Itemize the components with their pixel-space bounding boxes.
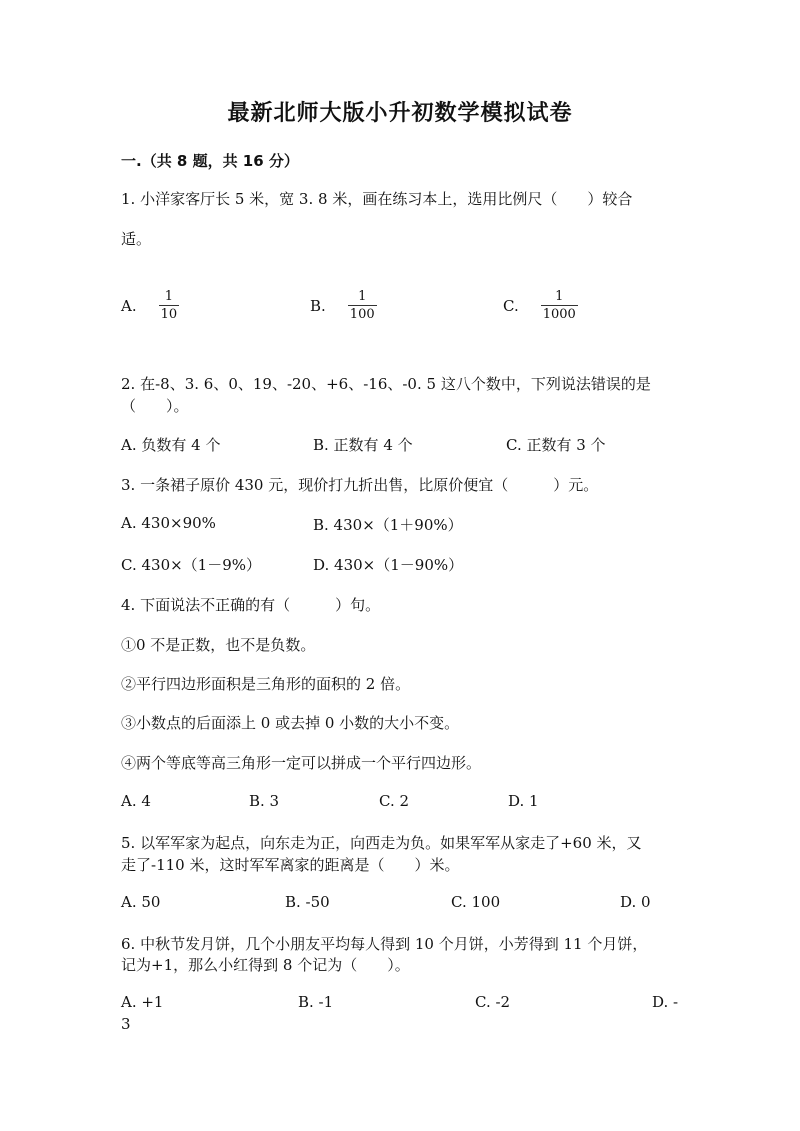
question-4-option-c[interactable]: C. 2 (379, 792, 410, 810)
question-3-option-a[interactable]: A. 430×90% (121, 514, 216, 532)
question-1-line-2: 适。 (121, 230, 152, 248)
question-4-statement-2: ②平行四边形面积是三角形的面积的 2 倍。 (121, 675, 411, 693)
question-5-option-b[interactable]: B. -50 (285, 893, 330, 911)
question-4-statement-4: ④两个等底等高三角形一定可以拼成一个平行四边形。 (121, 754, 482, 772)
question-6-option-d[interactable]: D. - (652, 993, 679, 1011)
question-6-option-d-wrap: 3 (121, 1015, 131, 1033)
fraction-bar (348, 305, 377, 306)
question-4-statement-3: ③小数点的后面添上 0 或去掉 0 小数的大小不变。 (121, 714, 460, 732)
question-4-line-1: 4. 下面说法不正确的有（ ）句。 (121, 596, 381, 614)
question-4-option-a[interactable]: A. 4 (121, 792, 151, 810)
question-3-option-b[interactable]: B. 430×（1＋90%） (313, 516, 463, 534)
question-3-line-1: 3. 一条裙子原价 430 元，现价打九折出售，比原价便宜（ ）元。 (121, 476, 599, 494)
question-1-option-c[interactable] (503, 289, 578, 322)
question-5-option-d[interactable]: D. 0 (620, 893, 651, 911)
fraction-numerator: 1 (164, 289, 174, 304)
question-1-option-b[interactable] (310, 289, 377, 322)
fraction (541, 289, 578, 322)
question-5-line-1: 5. 以军军家为起点，向东走为正，向西走为负。如果军军从家走了+60 米，又 (121, 834, 642, 852)
page-title: 最新北师大版小升初数学模拟试卷 (227, 101, 573, 126)
question-4-statement-1: ①0 不是正数，也不是负数。 (121, 636, 316, 654)
fraction-bar (159, 305, 180, 306)
question-2-option-a[interactable]: A. 负数有 4 个 (121, 436, 221, 454)
question-6-line-2: 记为+1，那么小红得到 8 个记为（ ）。 (121, 956, 410, 974)
fraction-denominator: 10 (160, 307, 178, 322)
question-1-line-1: 1. 小洋家客厅长 5 米，宽 3. 8 米，画在练习本上，选用比例尺（ ）较合 (121, 190, 633, 208)
fraction (159, 289, 180, 322)
question-3-option-d[interactable]: D. 430×（1－90%） (313, 556, 464, 574)
question-1-option-a[interactable] (121, 289, 179, 322)
question-4-option-d[interactable]: D. 1 (508, 792, 539, 810)
question-2-line-1: 2. 在-8、3. 6、0、19、-20、+6、-16、-0. 5 这八个数中，下列说法错误的是 (121, 375, 651, 393)
fraction-numerator: 1 (358, 289, 367, 304)
question-2-option-b[interactable]: B. 正数有 4 个 (313, 436, 413, 454)
question-4-option-b[interactable]: B. 3 (249, 792, 280, 810)
fraction-denominator: 100 (349, 307, 375, 322)
question-3-option-c[interactable]: C. 430×（1－9%） (121, 556, 262, 574)
question-2-option-c[interactable]: C. 正数有 3 个 (506, 436, 606, 454)
question-6-option-b[interactable]: B. -1 (298, 993, 334, 1011)
question-6-option-a[interactable]: A. +1 (121, 993, 164, 1011)
question-6-option-c[interactable]: C. -2 (475, 993, 511, 1011)
option-letter: A. (121, 296, 137, 315)
question-6-line-1: 6. 中秋节发月饼，几个小朋友平均每人得到 10 个月饼，小芳得到 11 个月饼， (121, 935, 648, 953)
fraction-denominator: 1000 (542, 307, 576, 322)
question-5-option-a[interactable]: A. 50 (121, 893, 161, 911)
fraction-numerator: 1 (555, 289, 564, 304)
option-letter: B. (310, 296, 326, 315)
option-letter: C. (503, 296, 519, 315)
fraction-bar (541, 305, 578, 306)
fraction (348, 289, 377, 322)
question-2-line-2: （ ）。 (121, 397, 189, 415)
question-5-option-c[interactable]: C. 100 (451, 893, 501, 911)
section-heading: 一.（共 8 题，共 16 分） (121, 152, 299, 170)
question-5-line-2: 走了-110 米，这时军军离家的距离是（ ）米。 (121, 856, 460, 874)
